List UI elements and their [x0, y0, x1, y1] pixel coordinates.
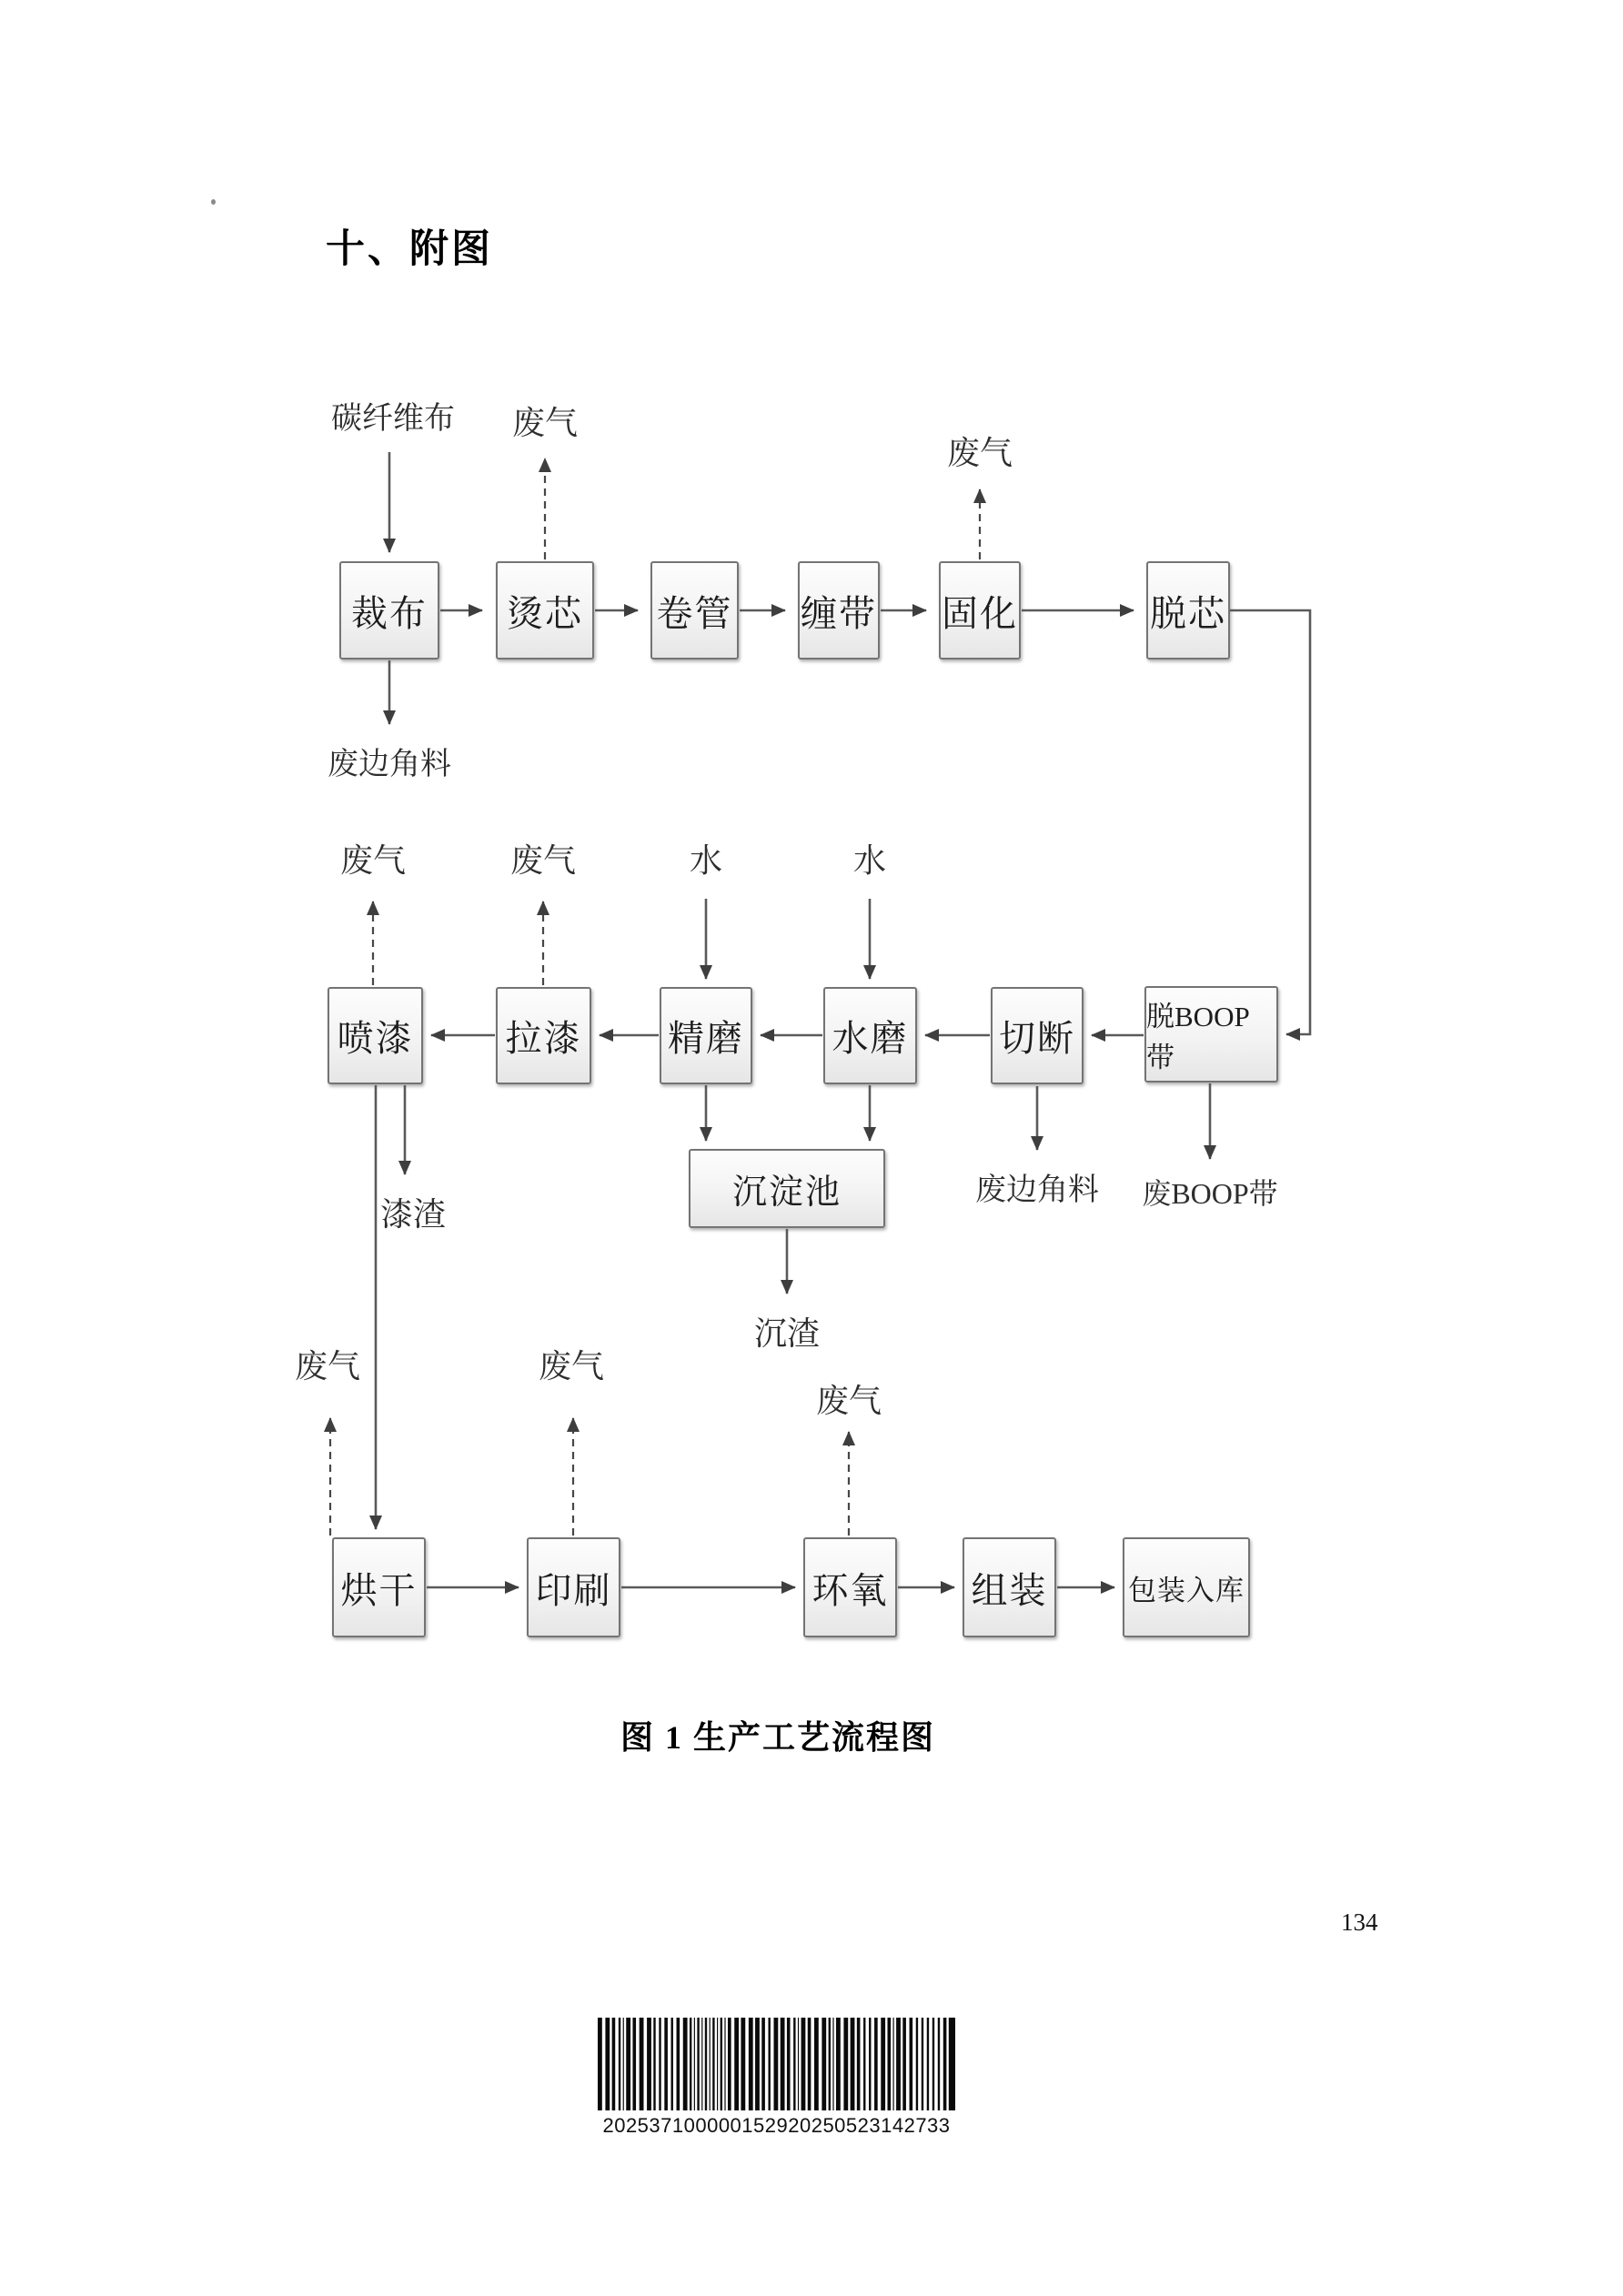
- process-box-cure: 固化: [939, 561, 1021, 660]
- process-box-cut-off: 切断: [991, 987, 1084, 1084]
- label-waste-scraps-cut-cloth: 废边角料: [328, 748, 451, 781]
- label-waste-gas-printing: 废气: [538, 1348, 605, 1385]
- label-water-fine-grind: 水: [689, 842, 723, 879]
- label-paint-residue: 漆渣: [379, 1196, 447, 1233]
- process-box-spray-paint: 喷漆: [328, 987, 423, 1084]
- label-waste-gas-spray-paint: 废气: [339, 842, 407, 879]
- process-box-pack-warehouse: 包装入库: [1123, 1537, 1250, 1637]
- label-waste-boop-tape: 废BOOP带: [1142, 1177, 1278, 1210]
- label-waste-gas-iron-core: 废气: [511, 405, 579, 441]
- barcode-digits: 202537100000152920250523142733: [602, 2114, 951, 2137]
- label-sediment: 沉渣: [753, 1315, 821, 1352]
- process-box-remove-core: 脱芯: [1146, 561, 1230, 660]
- figure-caption: 图 1 生产工艺流程图: [620, 1719, 936, 1756]
- process-box-assembly: 组装: [963, 1537, 1056, 1637]
- process-box-sedimentation-pool: 沉淀池: [689, 1149, 885, 1228]
- label-carbon-fiber-cloth: 碳纤维布: [331, 402, 455, 436]
- label-waste-gas-epoxy: 废气: [815, 1383, 882, 1419]
- label-waste-gas-pull-paint: 废气: [509, 842, 577, 879]
- process-box-fine-grind: 精磨: [660, 987, 752, 1084]
- label-waste-gas-drying: 废气: [294, 1348, 361, 1385]
- process-box-roll-tube: 卷管: [650, 561, 739, 660]
- label-water-water-grind: 水: [852, 842, 887, 879]
- process-box-cut-cloth: 裁布: [339, 561, 439, 660]
- barcode-bars: [598, 2018, 1027, 2110]
- process-box-printing: 印刷: [527, 1537, 620, 1637]
- label-waste-gas-cure: 废气: [946, 435, 1013, 471]
- process-box-epoxy: 环氧: [803, 1537, 897, 1637]
- process-box-iron-core: 烫芯: [496, 561, 594, 660]
- process-box-water-grind: 水磨: [823, 987, 917, 1084]
- process-box-drying: 烘干: [332, 1537, 426, 1637]
- label-waste-scraps-cut-off: 废边角料: [975, 1173, 1099, 1207]
- process-box-wrap-tape: 缠带: [798, 561, 880, 660]
- process-box-remove-boop-tape: 脱BOOP带: [1144, 986, 1278, 1083]
- process-box-pull-paint: 拉漆: [496, 987, 591, 1084]
- barcode: [598, 2018, 955, 2145]
- page-number: 134: [1341, 1908, 1378, 1936]
- page-title: 十、附图: [326, 227, 493, 271]
